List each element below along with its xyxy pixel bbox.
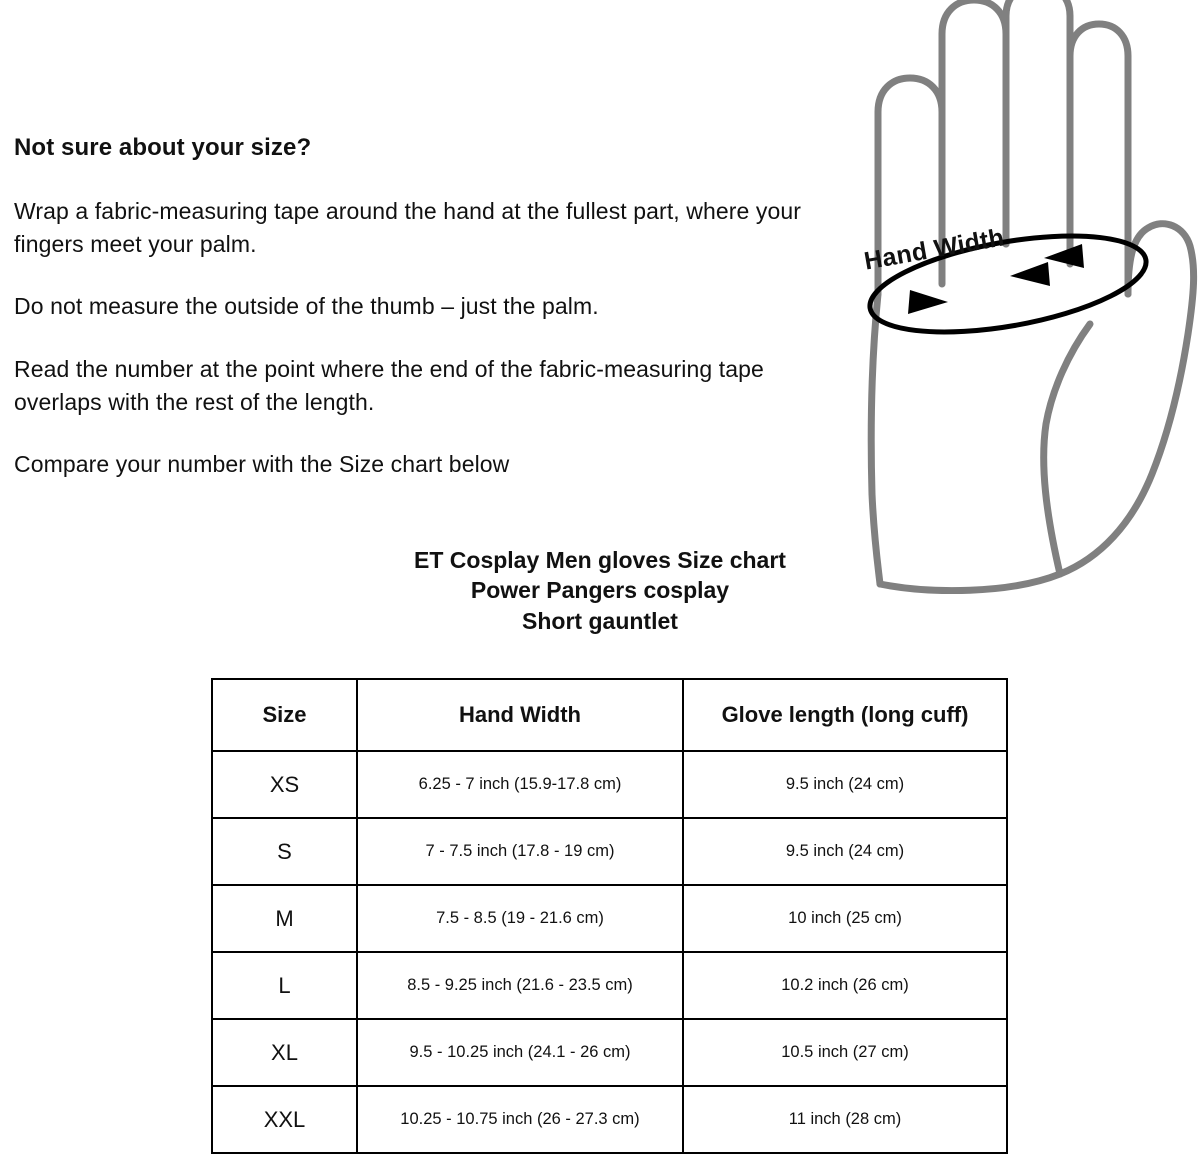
table-row [212, 818, 1007, 885]
table-row [212, 885, 1007, 952]
cell-size: XS [212, 751, 357, 818]
cell-glove-length: 10 inch (25 cm) [683, 885, 1007, 952]
table-header-row [212, 679, 1007, 751]
column-header-hand-width: Hand Width [357, 679, 683, 751]
table-row [212, 1086, 1007, 1153]
cell-hand-width: 8.5 - 9.25 inch (21.6 - 23.5 cm) [357, 952, 683, 1019]
instruction-paragraph-1: Wrap a fabric-measuring tape around the hand at the fullest part, where your fingers meet your palm. [14, 198, 802, 257]
table-row [212, 751, 1007, 818]
cell-size: M [212, 885, 357, 952]
size-chart-table [211, 678, 1008, 1154]
cell-size: XL [212, 1019, 357, 1086]
cell-glove-length: 9.5 inch (24 cm) [683, 751, 1007, 818]
cell-glove-length: 10.2 inch (26 cm) [683, 952, 1007, 1019]
cell-size: L [212, 952, 357, 1019]
hand-width-label: Hand Width [862, 223, 1007, 276]
cell-hand-width: 9.5 - 10.25 inch (24.1 - 26 cm) [357, 1019, 683, 1086]
size-chart-title-line-3: Short gauntlet [522, 607, 678, 634]
cell-size: XXL [212, 1086, 357, 1153]
cell-hand-width: 7.5 - 8.5 (19 - 21.6 cm) [357, 885, 683, 952]
table-row [212, 952, 1007, 1019]
instruction-paragraph-4: Compare your number with the Size chart below [14, 451, 510, 478]
table-row [212, 1019, 1007, 1086]
cell-size: S [212, 818, 357, 885]
cell-glove-length: 9.5 inch (24 cm) [683, 818, 1007, 885]
column-header-glove-length: Glove length (long cuff) [683, 679, 1007, 751]
page-title: Not sure about your size? [14, 134, 312, 161]
cell-hand-width: 6.25 - 7 inch (15.9-17.8 cm) [357, 751, 683, 818]
size-chart-title-line-1: ET Cosplay Men gloves Size chart [414, 547, 786, 573]
cell-hand-width: 10.25 - 10.75 inch (26 - 27.3 cm) [357, 1086, 683, 1153]
column-header-size: Size [212, 679, 357, 751]
cell-glove-length: 10.5 inch (27 cm) [683, 1019, 1007, 1086]
open-palm-hand-icon [760, 0, 1200, 594]
cell-hand-width: 7 - 7.5 inch (17.8 - 19 cm) [357, 818, 683, 885]
size-chart-title-line-2: Power Pangers cosplay [470, 577, 730, 604]
instruction-paragraph-2: Do not measure the outside of the thumb – just the palm. [14, 293, 599, 320]
size-chart-title [0, 545, 1200, 636]
cell-glove-length: 11 inch (28 cm) [683, 1086, 1007, 1153]
instruction-paragraph-3: Read the number at the point where the end of the fabric-measuring tape overlaps with the rest of the length. [14, 355, 764, 415]
instructions-block [14, 133, 814, 481]
hand-diagram [760, 0, 1200, 594]
